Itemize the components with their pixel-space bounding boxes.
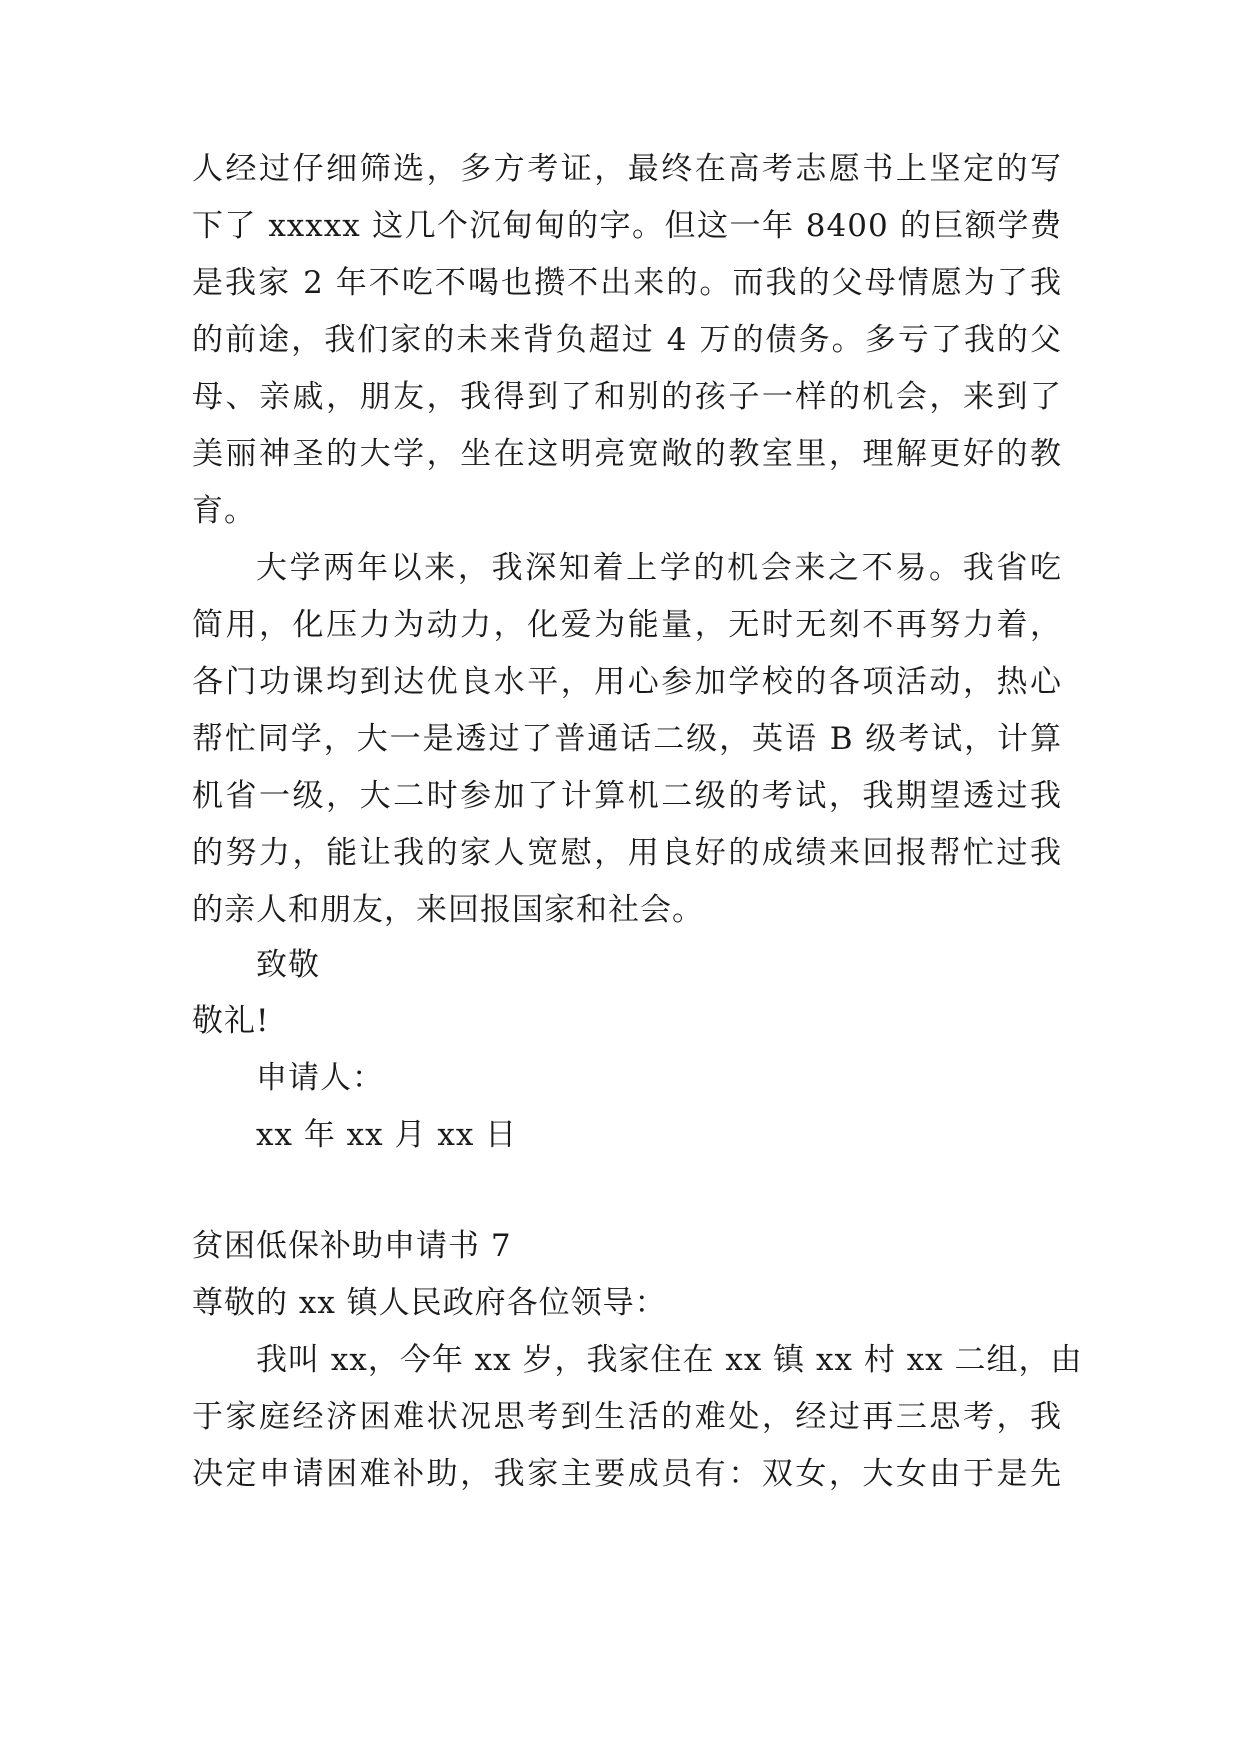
text-line: 的前途，我们家的未来背负超过 4 万的债务。多亏了我的父 <box>192 322 1062 358</box>
text-line: 下了 xxxxx 这几个沉甸甸的字。但这一年 8400 的巨额学费 <box>192 208 1062 244</box>
closing-regards: 敬礼! <box>192 1003 270 1039</box>
text-line: 机省一级，大二时参加了计算机二级的考试，我期望透过我 <box>192 778 1062 814</box>
text-line: 育。 <box>192 493 256 529</box>
paragraph-first-line: 大学两年以来，我深知着上学的机会来之不易。我省吃 <box>256 550 1062 586</box>
text-line: 帮忙同学，大一是透过了普通话二级，英语 B 级考试，计算 <box>192 721 1062 757</box>
text-line: 的亲人和朋友，来回报国家和社会。 <box>192 892 704 928</box>
date-line: xx 年 xx 月 xx 日 <box>256 1117 518 1153</box>
text-line: 决定申请困难补助，我家主要成员有：双女，大女由于是先 <box>192 1456 1062 1492</box>
text-line: 人经过仔细筛选，多方考证，最终在高考志愿书上坚定的写 <box>192 151 1062 187</box>
text-line: 是我家 2 年不吃不喝也攒不出来的。而我的父母情愿为了我 <box>192 265 1062 301</box>
closing-salutation: 致敬 <box>256 947 320 983</box>
text-line: 母、亲戚，朋友，我得到了和别的孩子一样的机会，来到了 <box>192 379 1062 415</box>
text-line: 美丽神圣的大学，坐在这明亮宽敞的教室里，理解更好的教 <box>192 436 1062 472</box>
text-line: 各门功课均到达优良水平，用心参加学校的各项活动，热心 <box>192 664 1062 700</box>
text-line: 简用，化压力为动力，化爱为能量，无时无刻不再努力着， <box>192 607 1062 643</box>
paragraph-first-line: 我叫 xx，今年 xx 岁，我家住在 xx 镇 xx 村 xx 二组，由 <box>256 1342 1083 1378</box>
section-title: 贫困低保补助申请书 7 <box>192 1228 512 1264</box>
applicant-label: 申请人： <box>256 1060 384 1096</box>
text-line: 的努力，能让我的家人宽慰，用良好的成绩来回报帮忙过我 <box>192 835 1062 871</box>
text-line: 于家庭经济困难状况思考到生活的难处，经过再三思考，我 <box>192 1399 1062 1435</box>
letter-greeting: 尊敬的 xx 镇人民政府各位领导： <box>192 1285 667 1321</box>
